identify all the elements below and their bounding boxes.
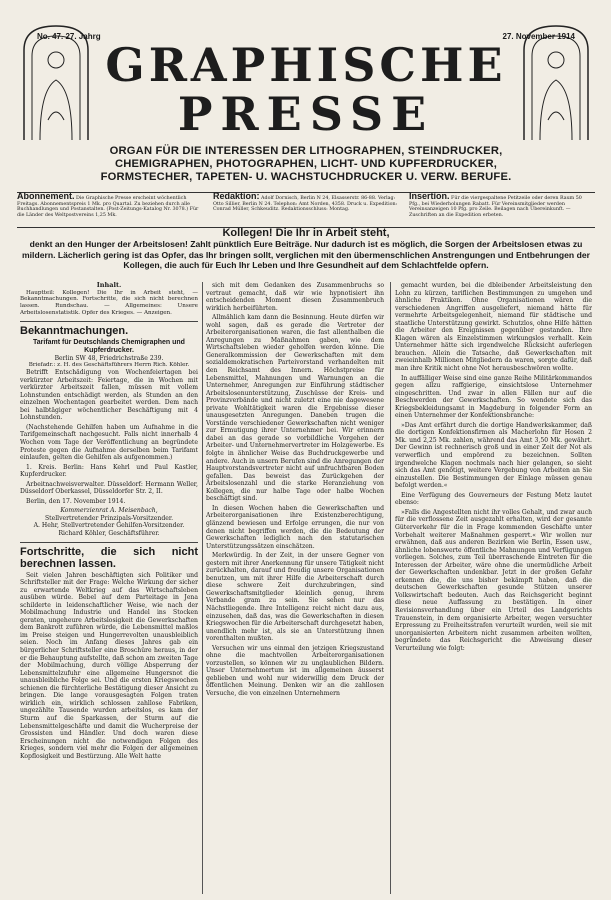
subtitle-line-2: CHEMIGRAPHEN, PHOTOGRAPHEN, LICHT- UND KUPFERDRUCKER, bbox=[114, 158, 498, 170]
paragraph: Seit vielen Jahren beschäftigten sich Politiker und Schriftsteller mit der Frage: Welche Wirkung der sicher zu erwartende Weltkrieg auf das Wirtschaftsleben ausüben würde. Bebel auf dem Parteitage in Jena schilderte in leidenschaftlicher Weise, wie nach der Mobilmachung Industrie und Handel ins Stocken geraten, ungeheure Arbeitslosigkeit die Gewerkschaften dem Bankrott zuführen würde, die Lebensmittel maßlos im Preise steigen und Hungerrevolten unausbleiblich seien. Noch im Anfang dieses Jahres gab ein bürgerlicher Schriftsteller eine Broschüre heraus, in der er die Behauptung aufstellte, daß schon am zweiten Tage der Mobilmachung, durch völlige Absperrung der Lebensmittelzufuhr eine allgemeine Hungersnot die unausbleibliche Folge sei. Und die ersten Kriegswochen schienen die fürchterliche Bestätigung dieser Ansicht zu bringen. Die lange vorausgesagten Folgen traten wirklich ein, wirklich schlossen zahllose Fabriken, ungezählte Tausende wurden arbeitslos, es kam der Sturm auf die Sparkassen, der Sturm auf die Lebensmittelgeschäfte und damit die Wucherpreise der Grossisten und Händler. Und doch waren diese Erscheinungen nicht die notwendigen Folgen des Krieges, sondern viel mehr die Folgen der allgemeinen Kopflosigkeit und Bestürzung. Alle Welt hatte bbox=[20, 571, 198, 760]
column-1 bbox=[20, 282, 198, 894]
masthead-banner bbox=[20, 20, 592, 145]
abonnement-block bbox=[17, 191, 207, 218]
paragraph: In auffälliger Weise sind eine ganze Reihe Militärkommandos gegen allzu raffgierige, einsichtslose Unternehmer eingeschritten. Und zwar in allen Fällen nur auf die Beschwerden der Gewerkschaften. So wendete sich das Kriegsbekleidungsamt in Magdeburg in folgender Form an einen Unternehmer der Konfektionsbranche: bbox=[395, 374, 592, 420]
paragraph: Allmählich kam dann die Besinnung. Heute dürfen wir wohl sagen, daß es gerade die Vertreter der Arbeiterorganisationen waren, die fast allenthalben die Anregungen zu Maßnahmen gaben, wie dem Wirtschaftsleben wieder geholfen werden könne. Die Generalkommission der Gewerkschaften mit dem sozialdemokratischen Parteivorstand verhandelten mit den Reichsamt des Innern. Höchstpreise für Lebensmittel, Mahnungen und Warnungen an die Unternehmer, Anregungen zur Einführung städtischer Arbeitslosenunterstützung, Zuschüsse der Kreis- und Provinzverbände und nicht zuletzt eine nie dagewesene private Wohltätigkeit waren die Ergebnisse dieser unausgesetzten Anregungen. Daneben trugen die Vorstände verschiedener Gewerkschaften nicht weniger zur Ermutigung ihrer Unternehmer bei. Wir erinnern dabei an das gerade so vorbildliche Vorgehen der Arbeiter- und Unternehmervertreter im Holzgewerbe. Es folgte in ähnlicher Weise das Buchdruckgewerbe und andere. Auch in unsern Berufen sind die Anregungen der Hauptvorstandsvertreter nicht auf unfruchtbaren Boden gefallen. Das beweist das Zurückgehen der Arbeitslosenzahl und die starke Heranziehung von Kollegen, die nur halbe Tage oder halbe Wochen beschäftigt sind. bbox=[206, 314, 384, 503]
info-bar bbox=[17, 192, 595, 228]
paragraph: (Nachstehende Gehilfen haben um Aufnahme in die Tarifgemeinschaft nachgesucht. Falls nicht innerhalb 4 Wochen vom Tage der Veröffentlichung an begründete Proteste gegen die Aufnahme derselben beim Tarifamt einlaufen, gelten die Gehilfen als aufgenommen.) bbox=[20, 423, 198, 462]
section-title-fortschritte: Fortschritte, die sich nicht berechnen lassen. bbox=[20, 542, 198, 570]
abonnement-label: Abonnement. bbox=[17, 191, 75, 201]
signature-1: Kommerzienrat A. Meisenbach, bbox=[60, 507, 158, 515]
issue-date: 27. November 1914 bbox=[502, 32, 575, 41]
insertion-label: Insertion. bbox=[409, 191, 450, 201]
paragraph: Arbeitnachweisverwalter. Düsseldorf: Hermann Weller, Düsseldorf Oberkassel, Düsseldorfer Str. 2, II. bbox=[20, 480, 198, 496]
article-columns bbox=[20, 282, 592, 894]
paragraph: gemacht wurden, bei die dbleibender Arbeitsleistung den Lohn zu kürzen, tariflichen Bestimmungen zu umgehen und ähnliche Praktiken. Ohne Organisationen wären die verschiedenen Angriffen ausgeliefert, niemand hätte für vermehrte Arbeitsgelegenheit, niemand für städtische und staatliche Unterstützung gewirkt. Schutzlos, ohne Hilfe hätten die Arbeiter den Ereignissen gegenüber gestanden. Ihre Klagen wären als Einzelstimmen wirkungslos verhallt. Kein Unternehmer hätte sich irgendwelche Rücksicht auferlegen brauchen. Allein die Tatsache, daß Gewerkschaften mit zweieinhalb Millionen Mitgliedern da waren, sorgte dafür, daß man ihre Kritik nicht ohne Not herausbeschwören wollte. bbox=[395, 282, 592, 373]
paragraph: »Falls die Angestellten nicht ihr volles Gehalt, und zwar auch für die verflossene Zeit ausgezahlt erhalten, wird der gesamte Güterverkehr für die in Frage kommenden Geschäfte unter Vorbehalt weiterer Maßnahmen gesperrt.« Wir wollen nur erwähnen, daß aus anderen Bezirken wie Berlin, Essen usw., ähnliche lobenswerte öffentliche Mahnungen und Verfügungen vorliegen. Solches, zum Teil überraschende Eintreten für die Interessen der Arbeiter, wäre ohne die unermüdliche Arbeit der Gewerkschaften undenkbar. Jetzt in der großen Gefahr erkennen die, die uns bisher bekämpft haben, daß die deutschen Gewerkschaften gesunde Stützen unserer Volkswirtschaft bedeuten. Auch das Reichsgericht beginnt diese neue Auffassung zu bestätigen. In einer Revisionsverhandlung über ein Urteil des Landgerichts Trauenstein, in dem organisierte Arbeiter, wegen versuchter Erpressung zu Freiheitsstrafen verurteilt wurden, weil sie mit unorganisierten Arbeitern nicht zusammen arbeiten wollten, begründete das Reichsgericht die Abweisung dieser Verurteilung wie folgt: bbox=[395, 508, 592, 652]
title-line-2: PRESSE bbox=[177, 87, 435, 141]
column-divider-2 bbox=[390, 282, 391, 894]
tarifamt-address-2: Briefadr.: z. H. des Geschäftsführers Herrn Rich. Köhler. bbox=[28, 362, 190, 369]
section-title-bekanntmachungen: Bekanntmachungen. bbox=[20, 321, 198, 337]
redaktion-block bbox=[213, 191, 403, 213]
headline-title: Kollegen! Die Ihr in Arbeit steht, bbox=[222, 227, 390, 239]
signature-3: Richard Köhler, Geschäftsführer. bbox=[58, 530, 160, 538]
redaktion-text: Adolf Dornisch, Berlin N 24, Elsasserstr. 86-88. Verlag: Otto Sillier, Berlin N 24. Telephon: Amt Norden, 4358. Druck u. Expedition: Conrad Müller, Schkeuditz. Redaktionsschluss: Montag. bbox=[213, 196, 398, 213]
insertion-text: Für die viergespaltene Petitzeile oder deren Raum 50 Pfg., bei Wiederholungen Rabatt. Für Vereinsmitglieder werden Vereinsanzeigen 10 Pfg. pro Zeile. Beilagen nach Übereinkunft. — Zuschriften an die Expedition erbeten. bbox=[409, 196, 582, 218]
tarifamt-address: Berlin SW 48, Friedrichstraße 239. bbox=[54, 354, 164, 362]
subtitle-line-3: FORMSTECHER, TAPETEN- U. WACHSTUCHDRUCKER U. VERW. BERUFE. bbox=[100, 171, 512, 183]
paragraph: Versuchen wir uns einmal den jetzigen Kriegszustand ohne die machtvollen Arbeiterorganisationen vorzustellen, so können wir zu unglaublichen Bildern. Unser Unternehmertum ist im allgemeinen äusserst geblieben und wohl nur widerwillig dem Druck der öffentlichen Meinung. Denken wir an die zahllosen Versuche, die von einzelnen Unternehmern bbox=[206, 644, 384, 697]
paragraph: sich mit dem Gedanken des Zusammenbruchs so vertraut gemacht, daß wir wie hypnotisiert ihn entscheidenden Moment diesen Zusammenbruch wirklich herbeiführten. bbox=[206, 282, 384, 312]
masthead bbox=[20, 20, 592, 183]
quote: »Das Amt erfährt durch die dortige Handwerkskammer, daß die dortigen Konfektionsfirmen als Macherlohn für Hosen 2 Mk. und 2,25 Mk. zahlen, während das Amt 3,50 Mk. gewährt. Der Gewinn ist rechnerisch groß und in einer Zeit der Not als verwerflich und empörend zu bezeichnen. Sollten irgendwelche Klagen nochmals nach hier gelangen, so sieht sich das Amt genötigt, weitere Vergebung von Arbeiten an Sie einzustellen. Die Bestimmungen der Einlage müssen genau befolgt werden.« bbox=[395, 421, 592, 490]
column-3 bbox=[395, 282, 592, 894]
headline-text: denkt an den Hunger der Arbeitslosen! Zahlt pünktlich Eure Beiträge. Nur dadurch ist es möglich, die Sorgen der Arbeitslosen etwas zu mildern. Lächerlich gering ist das Opfer, das Ihr bringen sollt, verglichen mit den übermenschlichen Anstrengungen und Entbehrungen der Kollegen, die auch für Euch Ihr Leben und Ihre Gesundheit auf dem Schlachtfelde opfern. bbox=[22, 238, 590, 271]
abonnement-text: Die Graphische Presse erscheint wöchentlich Freitags. Abonnementspreis 1 Mk. pro Quartal. Zu beziehen durch alle Buchhandlungen und Postanstalten. (Post-Zeitungs-Katalog Nr. 3078.) Für die Länder des Weltpostvereins 1,25 Mk. bbox=[17, 196, 199, 218]
subtitle-line-1: ORGAN FÜR DIE INTERESSEN DER LITHOGRAPHEN, STEINDRUCKER, bbox=[109, 145, 503, 157]
dateline: Berlin, den 17. November 1914. bbox=[26, 497, 126, 505]
issue-number: No. 47. 27. Jahrg bbox=[37, 32, 101, 41]
section-subtitle-tarifamt: Tarifamt für Deutschlands Chemigraphen und Kupferdrucker. bbox=[33, 338, 185, 354]
contents-title: Inhalt. bbox=[96, 282, 122, 289]
paragraph: 1. Kreis. Berlin: Hans Kehrl und Paul Kastler, Kupferdrucker. bbox=[20, 463, 198, 479]
title-line-1: GRAPHISCHE bbox=[105, 38, 507, 92]
paragraph: In diesen Wochen haben die Gewerkschaften und Arbeiterorganisationen ihre Existenzberechtigung, glänzend bewiesen und Erfolge errungen, die nur von denen nicht begriffen werden, die die Bedeutung der Gewerkschaften lediglich nach den statutarischen Unterstützungssätzen einschätzen. bbox=[206, 504, 384, 550]
signature-1-role: Stellvertretender Prinzipals-Vorsitzender. bbox=[44, 514, 174, 522]
insertion-block bbox=[409, 191, 589, 218]
paragraph: Merkwürdig. In der Zeit, in der unsere Gegner von gestern mit ihrer Anerkennung für unsere Tätigkeit nicht zurückhalten, darauf und freudig unsere Organisationen benutzen, um mit ihrer Hilfe die Arbeiterschaft durch diese schwere Zeit durchzubringen, sind Gewerkschaftsmitglieder kleinlich genug, ihrem Verbande gram zu sein. Sie sehen nur das Nächstliegende. Ihre Intelligenz reicht nicht dazu aus, einzusehen, daß das, was die Gewerkschaften in diesen Kriegswochen für die Arbeiterschaft durchgesetzt haben, unendlich mehr ist, als sie an Unterstützung ihnen vorenthalten mußten. bbox=[206, 552, 384, 643]
masthead-subtitle bbox=[20, 145, 592, 184]
paragraph: Eine Verfügung des Gouverneurs der Festung Metz lautet ebenso: bbox=[395, 491, 592, 507]
paragraph: Betrifft Entschädigung von Wochenfeiertagen bei verkürzter Arbeitszeit: Feiertage, die in Wochen mit verkürzter Arbeitszeit fallen, müssen mit vollem Lohnstunden entschädigt werden, als Stunden an den einzelnen Wochentagen gearbeitet werden. Dem nach bei halbtägiger wöchentlicher Beschäftigung mit 4 Lohnstunden. bbox=[20, 369, 198, 422]
contents-text: Hauptteil: Kollegen! Die Ihr in Arbeit steht, — Bekanntmachungen. Fortschritte, die sich nicht berechnen lassen. Rundschau. — Allgemeines: Unsere Arbeitslosenstatistik. Opfer des Krieges. — Anzeigen. bbox=[20, 289, 198, 316]
column-divider-1 bbox=[202, 282, 203, 894]
redaktion-label: Redaktion: bbox=[213, 191, 260, 201]
signature-2: A. Hehr, Stellvertretender Gehilfen-Vorsitzender. bbox=[33, 522, 185, 530]
column-2 bbox=[206, 282, 384, 894]
headline-appeal bbox=[20, 228, 592, 271]
